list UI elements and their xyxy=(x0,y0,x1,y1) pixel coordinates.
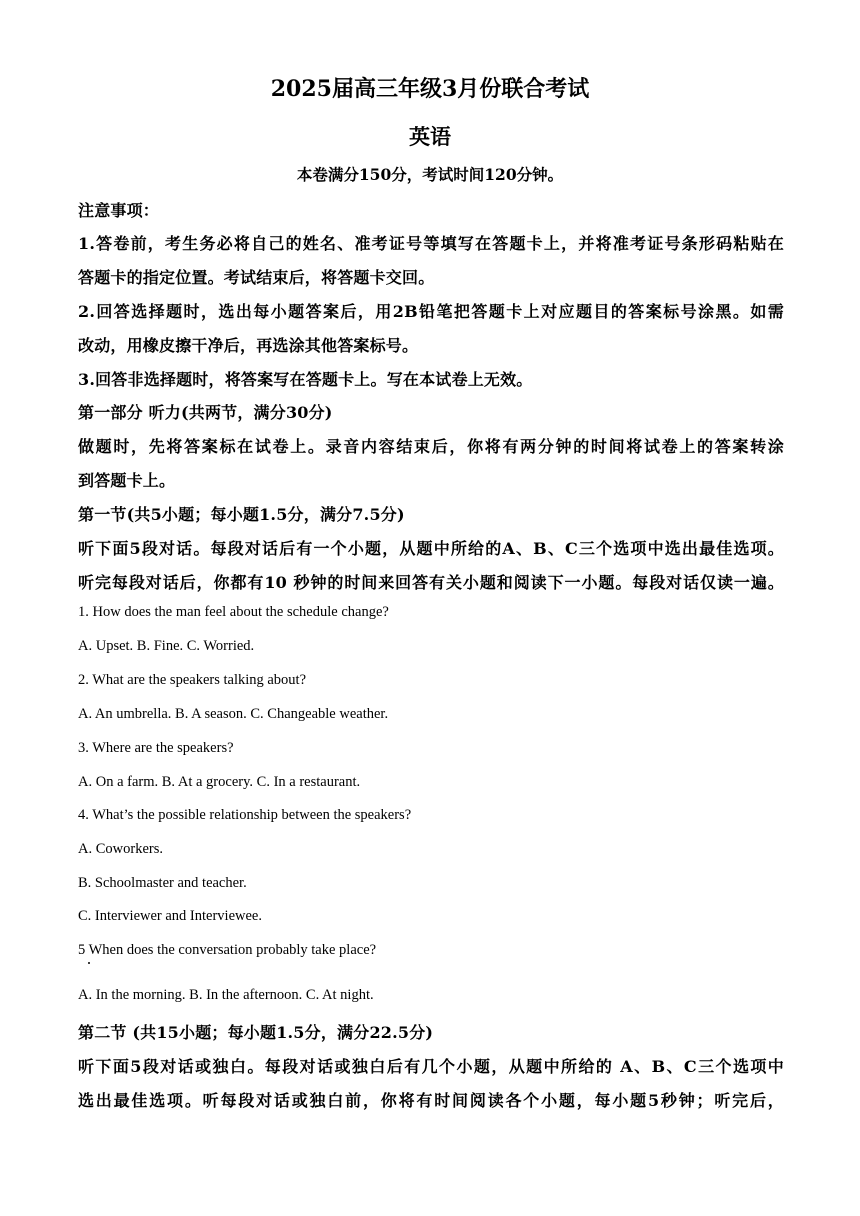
section2-desc-line-1: 听下面5段对话或独白。每段对话或独白后有几个小题，从题中所给的 A、B、C三个选项中 xyxy=(78,1057,784,1076)
part1-heading: 第一部分 听力(共两节，满分30分) xyxy=(78,403,333,422)
note-item-2-line-2: 改动，用橡皮擦干净后，再选涂其他答案标号。 xyxy=(78,336,419,355)
section1-desc-line-1: 听下面5段对话。每段对话后有一个小题，从题中所给的A、B、C三个选项中选出最佳选项。 xyxy=(78,539,784,558)
question-3-options: A. On a farm. B. At a grocery. C. In a restaurant. xyxy=(78,774,361,790)
note-item-3: 3.回答非选择题时，将答案写在答题卡上。写在本试卷上无效。 xyxy=(78,370,533,389)
question-4-option-c: C. Interviewer and Interviewee. xyxy=(78,908,262,924)
question-3: 3. Where are the speakers? xyxy=(78,740,234,756)
exam-subject: 英语 xyxy=(409,124,451,149)
exam-title: 2025届高三年级3月份联合考试 xyxy=(270,76,590,102)
section1-heading: 第一节(共5小题；每小题1.5分，满分7.5分) xyxy=(78,505,405,524)
stray-dot-mark xyxy=(88,962,90,964)
question-4: 4. What’s the possible relationship between the speakers? xyxy=(78,807,412,823)
section2-desc-line-2: 选出最佳选项。听每段对话或独白前，你将有时间阅读各个小题，每小题5秒钟；听完后， xyxy=(78,1091,784,1110)
note-item-1-line-1: 1.答卷前，考生务必将自己的姓名、准考证号等填写在答题卡上，并将准考证号条形码粘贴在 xyxy=(78,234,784,253)
question-4-option-b: B. Schoolmaster and teacher. xyxy=(78,875,247,891)
section1-desc-line-2: 听完每段对话后，你都有10 秒钟的时间来回答有关小题和阅读下一小题。每段对话仅读一遍。 xyxy=(78,573,784,592)
section2-heading: 第二节 (共15小题；每小题1.5分，满分22.5分) xyxy=(78,1023,434,1042)
note-item-1-line-2: 答题卡的指定位置。考试结束后，将答题卡交回。 xyxy=(78,268,435,287)
question-5-options: A. In the morning. B. In the afternoon. C. At night. xyxy=(78,987,374,1003)
question-2: 2. What are the speakers talking about? xyxy=(78,672,307,688)
question-5: 5 When does the conversation probably take place? xyxy=(78,942,377,958)
question-1-options: A. Upset. B. Fine. C. Worried. xyxy=(78,638,255,654)
part1-desc-line-1: 做题时，先将答案标在试卷上。录音内容结束后，你将有两分钟的时间将试卷上的答案转涂 xyxy=(78,437,784,456)
exam-info: 本卷满分150分，考试时间120分钟。 xyxy=(296,165,564,184)
part1-desc-line-2: 到答题卡上。 xyxy=(78,471,176,490)
notes-heading: 注意事项： xyxy=(78,201,160,220)
question-2-options: A. An umbrella. B. A season. C. Changeable weather. xyxy=(78,706,389,722)
question-4-option-a: A. Coworkers. xyxy=(78,841,163,857)
question-1: 1. How does the man feel about the schedule change? xyxy=(78,604,389,620)
note-item-2-line-1: 2.回答选择题时，选出每小题答案后，用2B铅笔把答题卡上对应题目的答案标号涂黑。如需 xyxy=(78,302,784,321)
